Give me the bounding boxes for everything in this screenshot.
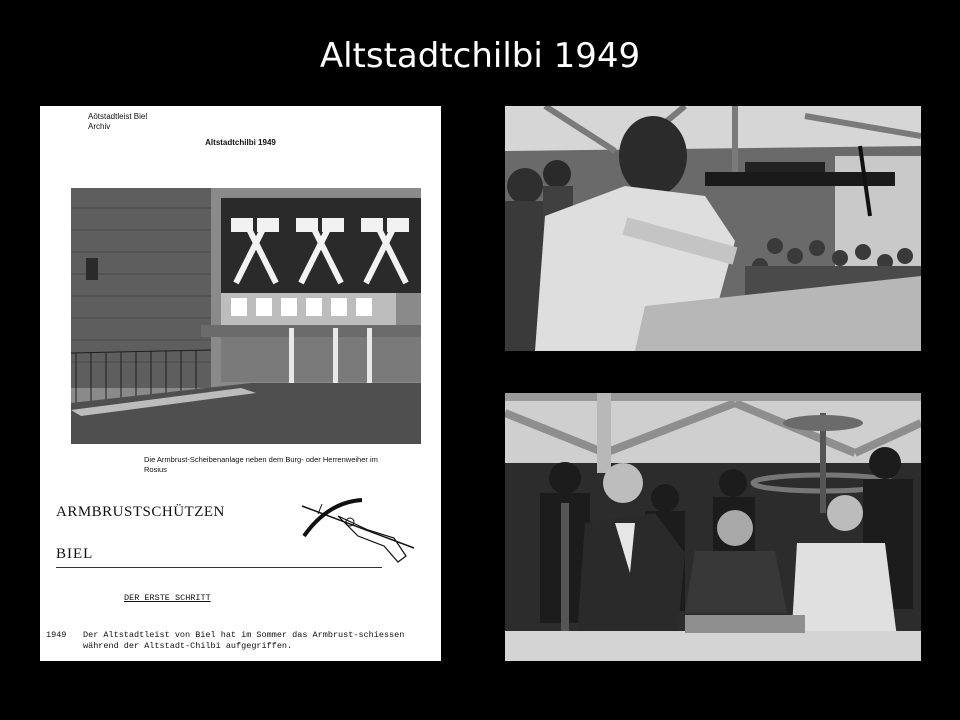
history-note: Der Altstadtleist von Biel hat im Sommer das Armbrust-schiessen während der Altstadt-Chilbi aufgegriffen.: [83, 630, 405, 651]
archive-label: Archiv: [88, 122, 111, 131]
target-range-photo: [71, 188, 421, 444]
club-name: ARMBRUSTSCHÜTZEN: [56, 504, 225, 520]
archive-document: [40, 106, 441, 661]
year-label: 1949: [46, 630, 67, 640]
document-heading: Altstadtchilbi 1949: [205, 138, 276, 147]
crossbow-sketch-icon: [298, 496, 418, 568]
section-title: DER ERSTE SCHRITT: [124, 593, 211, 603]
archive-name: Aōtstadtleist Biel: [88, 112, 148, 121]
crossbow-shooter-photo: [505, 106, 921, 351]
photo-caption: Die Armbrust-Scheibenanlage neben dem Burg- oder Herrenweiher im Rosius: [144, 455, 378, 474]
crossbow-stand-photo: [505, 393, 921, 661]
club-city: BIEL: [56, 546, 94, 562]
slide-title: Altstadtchilbi 1949: [319, 36, 641, 76]
